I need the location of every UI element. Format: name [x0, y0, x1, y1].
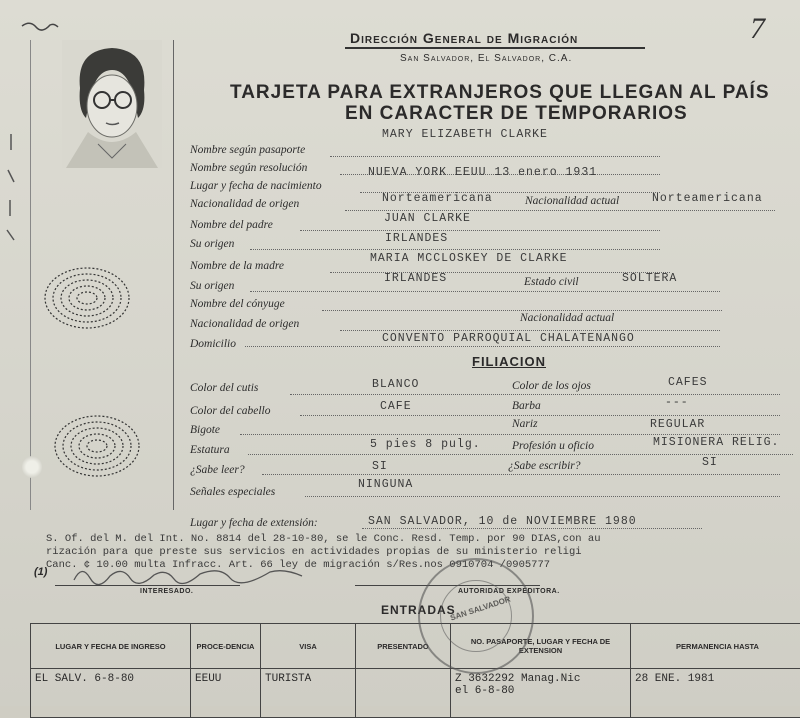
value-profesion: MISIONERA RELIG. — [653, 436, 779, 449]
cell-pasaporte-line1: Z 3632292 Manag.Nic — [455, 673, 626, 685]
line-nacionalidad-2 — [340, 330, 720, 331]
entradas-table — [30, 623, 800, 718]
entradas-heading: ENTRADAS — [381, 603, 456, 617]
agency-header: Dirección General de Migración — [350, 30, 578, 46]
line-su-origen-padre — [250, 249, 660, 250]
interesado-signature — [70, 560, 310, 588]
filiacion-heading: FILIACION — [472, 354, 546, 369]
extension-note-line3: Canc. ¢ 10.00 multa Infracc. Art. 66 ley de migración s/Res.nos 0910704 /0905777 — [46, 559, 550, 571]
value-barba: --- — [665, 396, 689, 409]
label-extension: Lugar y fecha de extensión: — [190, 517, 318, 529]
label-estatura: Estatura — [190, 444, 230, 456]
value-nacionalidad-origen: Norteamericana — [382, 192, 493, 205]
margin-scribble — [20, 18, 60, 32]
label-lugar-fecha-nacimiento: Lugar y fecha de nacimiento — [190, 180, 322, 192]
value-lugar-fecha-nacimiento: NUEVA YORK EEUU 13 enero 1931 — [368, 166, 597, 179]
value-sabe-leer: SI — [372, 460, 388, 473]
col-pasaporte: NO. PASAPORTE, LUGAR Y FECHA DE EXTENSION — [451, 624, 631, 669]
col-visa: VISA — [261, 624, 356, 669]
value-estado-civil: SOLTERA — [622, 272, 677, 285]
line-nombre-padre — [300, 230, 660, 231]
label-nombre-conyuge: Nombre del cónyuge — [190, 298, 285, 310]
value-color-cutis: BLANCO — [372, 378, 419, 391]
cell-procedencia: EEUU — [191, 669, 261, 718]
table-row — [31, 669, 800, 718]
card-title-line2: EN CARACTER DE TEMPORARIOS — [345, 103, 688, 125]
cell-pasaporte — [451, 669, 631, 718]
header-divider — [345, 47, 645, 49]
label-bigote: Bigote — [190, 424, 220, 436]
label-senales: Señales especiales — [190, 486, 275, 498]
page-number: 7 — [750, 12, 765, 46]
label-su-origen-padre: Su origen — [190, 238, 234, 250]
label-sabe-escribir: ¿Sabe escribir? — [508, 460, 581, 472]
label-color-cutis: Color del cutis — [190, 382, 258, 394]
label-domicilio: Domicilio — [190, 338, 236, 350]
portrait-photo — [62, 40, 162, 168]
line-extension — [362, 528, 702, 529]
label-nacionalidad-origen: Nacionalidad de origen — [190, 198, 299, 210]
value-nacionalidad-actual: Norteamericana — [652, 192, 763, 205]
label-nariz: Nariz — [512, 418, 538, 430]
value-color-ojos: CAFES — [668, 376, 708, 389]
line-nombre-madre — [330, 272, 670, 273]
value-nombre-madre: MARIA MCCLOSKEY DE CLARKE — [370, 252, 568, 265]
value-color-cabello: CAFE — [380, 400, 412, 413]
autoridad-caption: AUTORIDAD EXPEDITORA. — [458, 588, 560, 595]
label-nombre-resolucion: Nombre según resolución — [190, 162, 307, 174]
line-color-cutis — [290, 394, 780, 395]
label-estado-civil: Estado civil — [524, 276, 579, 288]
agency-location: San Salvador, El Salvador, C.A. — [400, 53, 572, 64]
label-nombre-pasaporte: Nombre según pasaporte — [190, 144, 305, 156]
label-nacionalidad-origen-2: Nacionalidad de origen — [190, 318, 299, 330]
fingerprint-2-icon — [50, 410, 145, 482]
cell-permanencia: 28 ENE. 1981 — [631, 669, 800, 718]
table-header-row — [31, 624, 800, 669]
value-nariz: REGULAR — [650, 418, 705, 431]
fingerprint-1-icon — [40, 262, 135, 334]
line-nombre-conyuge — [322, 310, 722, 311]
label-profesion: Profesión u oficio — [512, 440, 594, 452]
value-senales: NINGUNA — [358, 478, 413, 491]
value-estatura: 5 pies 8 pulg. — [370, 438, 481, 451]
line-nacionalidad — [345, 210, 775, 211]
cell-presentado — [356, 669, 451, 718]
label-barba: Barba — [512, 400, 541, 412]
value-su-origen-padre: IRLANDES — [385, 232, 448, 245]
value-domicilio: CONVENTO PARROQUIAL CHALATENANGO — [382, 332, 635, 345]
extension-note-line1: S. Of. del M. del Int. No. 8814 del 28-10-80, se le Conc. Resd. Temp. por 90 DIAS,con au — [46, 533, 601, 545]
interesado-caption: INTERESADO. — [140, 588, 193, 595]
col-lugar-fecha: LUGAR Y FECHA DE INGRESO — [31, 624, 191, 669]
label-color-cabello: Color del cabello — [190, 405, 271, 417]
cell-pasaporte-line2: el 6-8-80 — [455, 685, 626, 697]
label-sabe-leer: ¿Sabe leer? — [190, 464, 245, 476]
label-su-origen-madre: Su origen — [190, 280, 234, 292]
value-sabe-escribir: SI — [702, 456, 718, 469]
card-title-line1: TARJETA PARA EXTRANJEROS QUE LLEGAN AL PAÍS — [230, 82, 770, 104]
label-nombre-padre: Nombre del padre — [190, 219, 273, 231]
col-permanencia: PERMANENCIA HASTA — [631, 624, 800, 669]
footnote-marker: (1) — [34, 566, 47, 578]
line-origen-madre — [250, 291, 720, 292]
line-nombre-pasaporte — [330, 156, 660, 157]
line-sabe-leer — [262, 474, 780, 475]
stamp-text: SAN SALVADOR — [449, 595, 512, 623]
cell-visa: TURISTA — [261, 669, 356, 718]
line-senales — [305, 496, 780, 497]
col-presentado: PRESENTADO — [356, 624, 451, 669]
value-nombre-pasaporte: MARY ELIZABETH CLARKE — [382, 128, 548, 141]
line-color-cabello — [300, 415, 780, 416]
col-procedencia: PROCE-DENCIA — [191, 624, 261, 669]
cell-lugar-fecha: EL SALV. 6-8-80 — [31, 669, 191, 718]
punch-hole — [22, 456, 42, 478]
label-nacionalidad-actual: Nacionalidad actual — [525, 195, 619, 207]
label-color-ojos: Color de los ojos — [512, 380, 591, 392]
interesado-line — [55, 585, 240, 586]
value-nombre-padre: JUAN CLARKE — [384, 212, 471, 225]
line-estatura — [248, 454, 793, 455]
label-nombre-madre: Nombre de la madre — [190, 260, 284, 272]
line-bigote — [240, 434, 780, 435]
extension-note-line2: rización para que preste sus servicios en actividades propias de su ministerio religi — [46, 546, 582, 558]
label-nacionalidad-actual-2: Nacionalidad actual — [520, 312, 614, 324]
margin-marks — [2, 130, 20, 250]
value-extension: SAN SALVADOR, 10 de NOVIEMBRE 1980 — [368, 515, 637, 528]
value-su-origen-madre: IRLANDES — [384, 272, 447, 285]
line-domicilio — [245, 346, 720, 347]
